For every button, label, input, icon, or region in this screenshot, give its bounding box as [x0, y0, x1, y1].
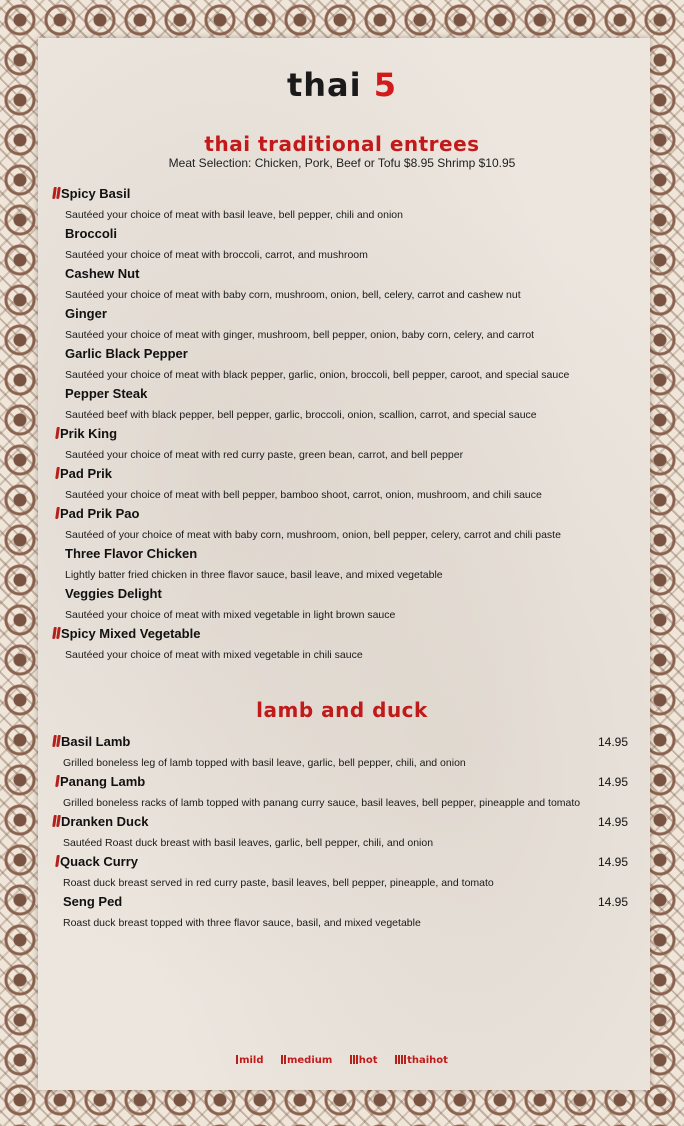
menu-item-name: Pad Prik Pao [56, 506, 139, 521]
menu-item-name: Quack Curry [56, 854, 138, 869]
chili-icon [350, 1055, 352, 1064]
section-title-traditional: thai traditional entrees [204, 132, 480, 156]
menu-item-name: Dranken Duck [53, 814, 148, 829]
legend-thaihot: thaihot [395, 1055, 448, 1066]
menu-item-name: Pepper Steak [65, 386, 148, 401]
logo-word: thai [286, 66, 362, 104]
menu-item-name: Ginger [65, 306, 107, 321]
menu-item-name: Prik King [56, 426, 117, 441]
menu-item-name: Broccoli [65, 226, 118, 241]
menu-item-name: Spicy Basil [53, 186, 130, 201]
menu-item-name: Three Flavor Chicken [65, 546, 198, 561]
legend-hot: hot [350, 1055, 378, 1066]
spice-legend [0, 1055, 684, 1066]
menu-item-desc: Grilled boneless leg of lamb topped with basil leave, garlic, bell pepper, chili, and onion [63, 757, 466, 769]
menu-item-desc: Grilled boneless racks of lamb topped with panang curry sauce, basil leaves, bell pepper, pineapple and tomato [63, 797, 581, 809]
chili-icon [281, 1055, 283, 1064]
menu-item-name: Seng Ped [63, 894, 123, 909]
menu-item-desc: Sautéed Roast duck breast with basil leaves, garlic, bell pepper, chili, and onion [63, 837, 434, 849]
menu-item-desc: Sautéed beef with black pepper, bell pepper, garlic, broccoli, onion, scallion, carrot, and special sauce [65, 409, 537, 421]
menu-item-desc: Sautéed your choice of meat with basil leave, bell pepper, chili and onion [65, 209, 403, 221]
chili-icon [236, 1055, 238, 1064]
menu-item-name: Panang Lamb [56, 774, 145, 789]
menu-item-desc: Lightly batter fried chicken in three flavor sauce, basil leave, and mixed vegetable [65, 569, 443, 581]
chili-icon [356, 1055, 358, 1064]
menu-item-name: Veggies Delight [65, 586, 162, 601]
menu-item-desc: Sautéed your choice of meat with red curry paste, green bean, carrot, and bell pepper [65, 449, 464, 461]
menu-item-name: Spicy Mixed Vegetable [53, 626, 200, 641]
menu-item-desc: Sautéed your choice of meat with broccoli, carrot, and mushroom [65, 249, 368, 261]
chili-icon [404, 1055, 406, 1064]
menu-item-price: 14.95 [597, 735, 628, 749]
chili-icon [401, 1055, 403, 1064]
menu-item-desc: Sautéed your choice of meat with bell pepper, bamboo shoot, carrot, onion, mushroom, and chili sauce [65, 489, 542, 501]
meat-selection-subtitle: Meat Selection: Chicken, Pork, Beef or Tofu $8.95 Shrimp $10.95 [168, 156, 516, 170]
chili-icon [284, 1055, 286, 1064]
menu-item-price: 14.95 [597, 815, 628, 829]
chili-icon [395, 1055, 397, 1064]
menu-item-desc: Sautéed your choice of meat with mixed vegetable in chili sauce [65, 649, 363, 661]
menu-item-desc: Sautéed your choice of meat with mixed vegetable in light brown sauce [65, 609, 396, 621]
legend-medium: medium [281, 1055, 332, 1066]
menu-item-name: Basil Lamb [53, 734, 130, 749]
restaurant-logo [0, 66, 684, 104]
logo-number: 5 [373, 66, 398, 104]
menu-item-name: Pad Prik [56, 466, 112, 481]
menu-item-desc: Sautéed your choice of meat with baby corn, mushroom, onion, bell, celery, carrot and cashew nut [65, 289, 521, 301]
legend-mild: mild [236, 1055, 263, 1066]
chili-icon [398, 1055, 400, 1064]
menu-item-desc: Sautéed your choice of meat with black pepper, garlic, onion, broccoli, bell pepper, caroot, and special sauce [65, 369, 570, 381]
menu-item-price: 14.95 [597, 855, 628, 869]
menu-item-desc: Roast duck breast topped with three flavor sauce, basil, and mixed vegetable [63, 917, 421, 929]
menu-item-price: 14.95 [597, 775, 628, 789]
menu-item-desc: Sautéed your choice of meat with ginger, mushroom, bell pepper, onion, baby corn, celery, and carrot [65, 329, 535, 341]
menu-item-name: Cashew Nut [65, 266, 140, 281]
menu-item-desc: Roast duck breast served in red curry paste, basil leaves, bell pepper, pineapple, and tomato [63, 877, 494, 889]
menu-item-price: 14.95 [597, 895, 628, 909]
section-title-lamb-duck: lamb and duck [256, 698, 428, 722]
menu-item-name: Garlic Black Pepper [65, 346, 188, 361]
chili-icon [353, 1055, 355, 1064]
menu-item-desc: Sautéed of your choice of meat with baby corn, mushroom, onion, bell pepper, celery, carrot and chili paste [65, 529, 561, 541]
